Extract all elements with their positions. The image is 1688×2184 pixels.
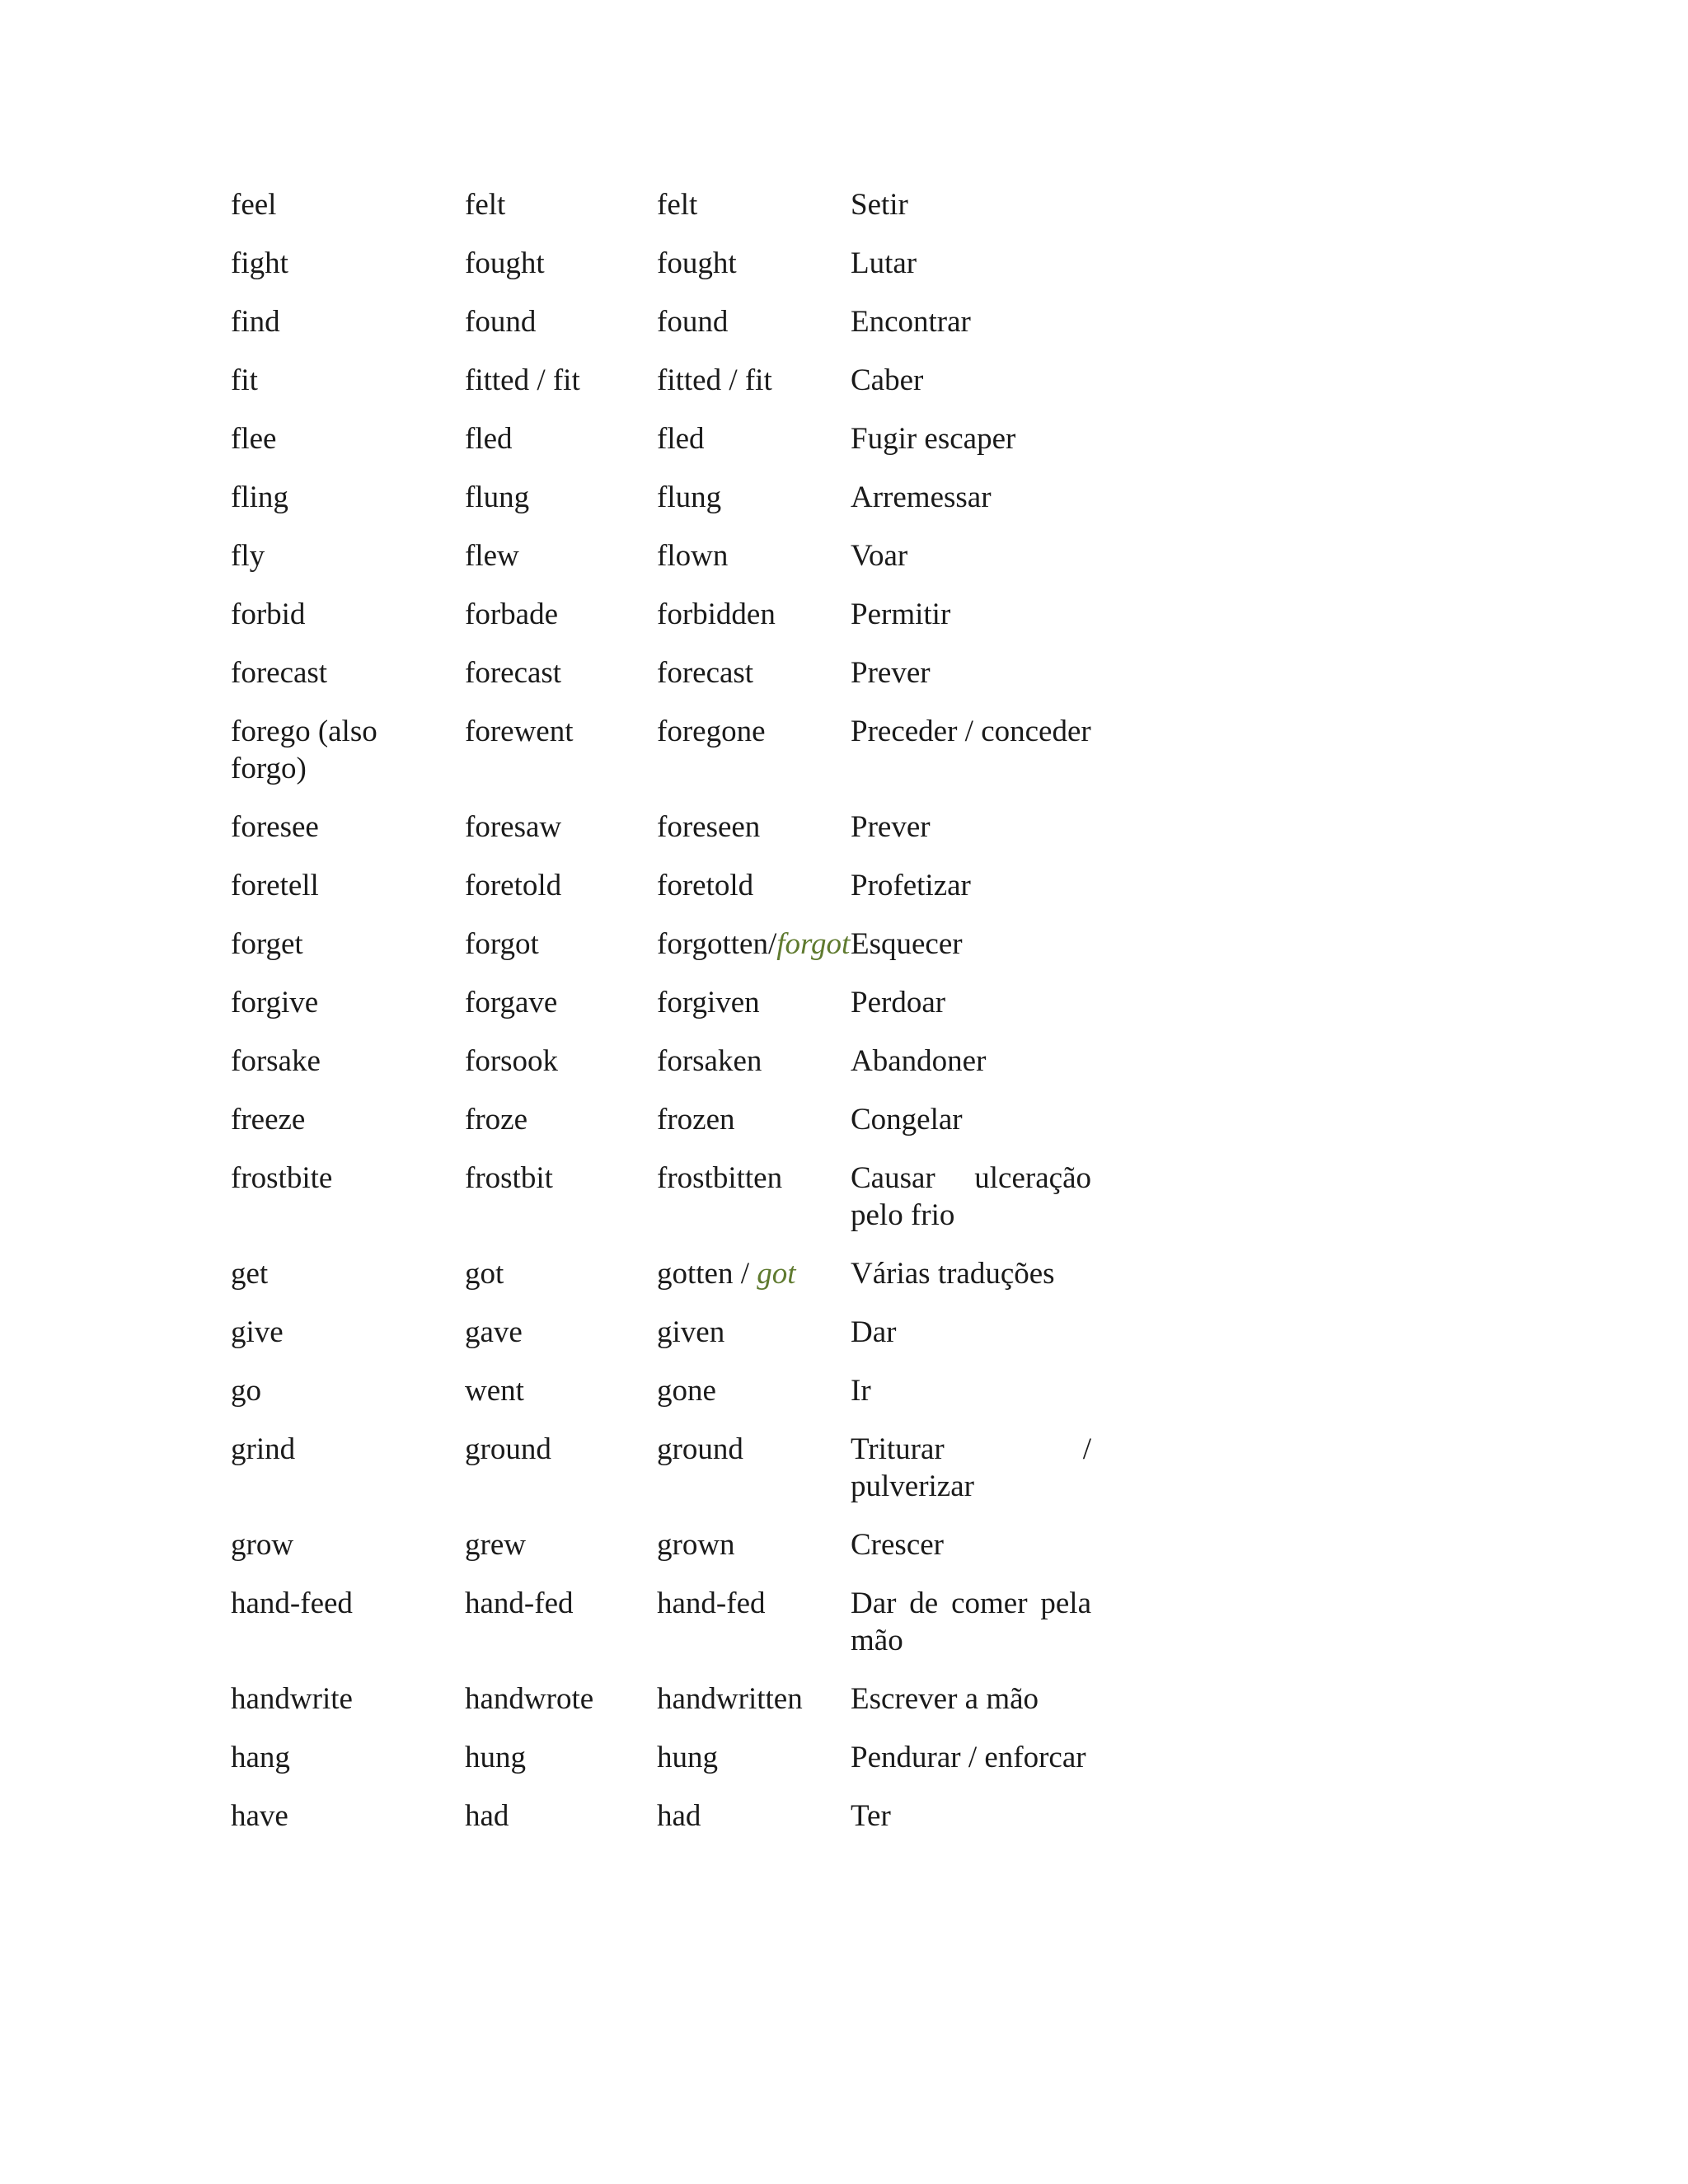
past-participle-cell-text: flown xyxy=(657,539,729,573)
verb-row xyxy=(231,303,1096,362)
base-form-cell-text: forgive xyxy=(231,986,319,1019)
translation-cell xyxy=(851,537,1096,596)
translation-cell xyxy=(851,1314,1096,1372)
verb-row xyxy=(231,1160,1096,1255)
base-form-cell-text: forego (also forgo) xyxy=(231,715,377,785)
translation-cell-text: Preceder / conceder xyxy=(851,715,1091,748)
base-form-cell xyxy=(231,1255,465,1314)
translation-cell-text: Setir xyxy=(851,188,908,222)
past-participle-cell-text: had xyxy=(657,1799,701,1833)
translation-cell-text: Várias traduções xyxy=(851,1257,1055,1291)
base-form-cell-text: find xyxy=(231,305,280,339)
verb-row xyxy=(231,1680,1096,1739)
base-form-cell-text: grow xyxy=(231,1528,294,1562)
simple-past-cell-text: had xyxy=(465,1799,509,1833)
past-participle-cell xyxy=(657,654,851,713)
translation-cell-text: Ir xyxy=(851,1374,871,1408)
past-participle-cell-text: foreseen xyxy=(657,810,761,844)
simple-past-cell xyxy=(465,984,657,1043)
base-form-cell xyxy=(231,479,465,537)
translation-cell-text: Abandoner xyxy=(851,1044,987,1078)
past-participle-cell-text: felt xyxy=(657,188,698,222)
verb-row xyxy=(231,867,1096,926)
simple-past-cell-text: fled xyxy=(465,422,513,456)
simple-past-cell xyxy=(465,186,657,245)
base-form-cell xyxy=(231,1585,465,1680)
past-participle-cell-text: hand-fed xyxy=(657,1586,766,1620)
base-form-cell xyxy=(231,245,465,303)
simple-past-cell xyxy=(465,713,657,808)
translation-cell xyxy=(851,926,1096,984)
simple-past-cell-text: flew xyxy=(465,539,519,573)
past-participle-cell xyxy=(657,1043,851,1101)
verb-row xyxy=(231,1797,1096,1856)
base-form-cell-text: forsake xyxy=(231,1044,321,1078)
past-participle-cell xyxy=(657,926,851,984)
past-participle-cell xyxy=(657,1101,851,1160)
simple-past-cell xyxy=(465,1314,657,1372)
past-participle-cell-text: fled xyxy=(657,422,705,456)
base-form-cell xyxy=(231,1314,465,1372)
simple-past-cell-text: forbade xyxy=(465,598,558,631)
simple-past-cell-text: forsook xyxy=(465,1044,559,1078)
simple-past-cell-text: foresaw xyxy=(465,810,562,844)
base-form-cell-text: foretell xyxy=(231,869,319,902)
base-form-cell-text: flee xyxy=(231,422,277,456)
past-participle-cell xyxy=(657,1797,851,1856)
past-participle-cell xyxy=(657,1160,851,1255)
translation-cell-text: Crescer xyxy=(851,1528,944,1562)
simple-past-cell-text: fitted / fit xyxy=(465,363,580,397)
simple-past-cell-text: went xyxy=(465,1374,524,1408)
verb-table-body xyxy=(231,186,1096,1856)
translation-cell xyxy=(851,245,1096,303)
translation-cell xyxy=(851,654,1096,713)
past-participle-cell-text: foregone xyxy=(657,715,766,748)
base-form-cell xyxy=(231,1680,465,1739)
simple-past-cell-text: got xyxy=(465,1257,504,1291)
base-form-cell-text: freeze xyxy=(231,1103,306,1137)
past-participle-cell xyxy=(657,362,851,420)
past-participle-cell-text: forsaken xyxy=(657,1044,762,1078)
translation-cell xyxy=(851,1680,1096,1739)
simple-past-cell xyxy=(465,654,657,713)
simple-past-cell xyxy=(465,808,657,867)
translation-cell-text: Causar ulceração pelo frio xyxy=(851,1161,1091,1232)
translation-cell-text: Dar xyxy=(851,1315,897,1349)
translation-cell xyxy=(851,867,1096,926)
translation-cell-text: Pendurar / enforcar xyxy=(851,1741,1086,1774)
base-form-cell-text: have xyxy=(231,1799,288,1833)
translation-cell-text: Congelar xyxy=(851,1103,963,1137)
translation-cell-text: Esquecer xyxy=(851,927,963,961)
translation-cell-text: Ter xyxy=(851,1799,891,1833)
translation-cell xyxy=(851,1431,1096,1526)
base-form-cell xyxy=(231,362,465,420)
simple-past-cell xyxy=(465,1739,657,1797)
translation-cell xyxy=(851,1255,1096,1314)
past-participle-cell xyxy=(657,808,851,867)
translation-cell xyxy=(851,1372,1096,1431)
verb-row xyxy=(231,1739,1096,1797)
simple-past-cell xyxy=(465,1526,657,1585)
past-participle-cell xyxy=(657,867,851,926)
verb-row xyxy=(231,984,1096,1043)
past-participle-cell xyxy=(657,713,851,808)
base-form-cell-text: hand-feed xyxy=(231,1586,353,1620)
translation-cell xyxy=(851,984,1096,1043)
translation-cell xyxy=(851,186,1096,245)
translation-cell-text: Encontrar xyxy=(851,305,971,339)
simple-past-cell xyxy=(465,1043,657,1101)
verb-row xyxy=(231,1431,1096,1526)
base-form-cell-text: handwrite xyxy=(231,1682,353,1716)
irregular-verbs-table xyxy=(231,186,1096,1856)
simple-past-cell xyxy=(465,479,657,537)
translation-cell xyxy=(851,303,1096,362)
past-participle-cell xyxy=(657,186,851,245)
simple-past-cell-text: forewent xyxy=(465,715,574,748)
past-participle-cell-text: fitted / fit xyxy=(657,363,772,397)
participle-alternative: got xyxy=(757,1257,796,1291)
simple-past-cell xyxy=(465,1431,657,1526)
past-participle-cell xyxy=(657,1585,851,1680)
translation-cell-text: Voar xyxy=(851,539,908,573)
simple-past-cell xyxy=(465,926,657,984)
past-participle-cell-text: foretold xyxy=(657,869,754,902)
translation-cell xyxy=(851,1526,1096,1585)
base-form-cell-text: feel xyxy=(231,188,277,222)
past-participle-cell-text: frostbitten xyxy=(657,1161,783,1195)
base-form-cell xyxy=(231,713,465,808)
base-form-cell xyxy=(231,596,465,654)
base-form-cell-text: grind xyxy=(231,1432,296,1466)
simple-past-cell-text: frostbit xyxy=(465,1161,553,1195)
simple-past-cell-text: forgave xyxy=(465,986,558,1019)
base-form-cell-text: forget xyxy=(231,927,303,961)
base-form-cell-text: get xyxy=(231,1257,269,1291)
participle-separator: / xyxy=(733,1257,757,1291)
verb-row xyxy=(231,1372,1096,1431)
base-form-cell xyxy=(231,808,465,867)
base-form-cell-text: frostbite xyxy=(231,1161,333,1195)
translation-cell-text: Lutar xyxy=(851,246,917,280)
simple-past-cell xyxy=(465,245,657,303)
past-participle-cell-text: forecast xyxy=(657,656,754,690)
simple-past-cell-text: froze xyxy=(465,1103,528,1137)
simple-past-cell xyxy=(465,537,657,596)
translation-cell-text: Fugir escaper xyxy=(851,422,1016,456)
base-form-cell xyxy=(231,984,465,1043)
base-form-cell-text: fling xyxy=(231,480,288,514)
translation-cell-text: Caber xyxy=(851,363,924,397)
translation-cell xyxy=(851,713,1096,808)
base-form-cell xyxy=(231,926,465,984)
simple-past-cell-text: forgot xyxy=(465,927,539,961)
base-form-cell xyxy=(231,1431,465,1526)
base-form-cell-text: fight xyxy=(231,246,288,280)
simple-past-cell xyxy=(465,1101,657,1160)
translation-cell-text: Prever xyxy=(851,810,931,844)
base-form-cell xyxy=(231,303,465,362)
translation-cell xyxy=(851,1160,1096,1255)
simple-past-cell xyxy=(465,1680,657,1739)
past-participle-cell xyxy=(657,1255,851,1314)
base-form-cell-text: forecast xyxy=(231,656,328,690)
verb-row xyxy=(231,1526,1096,1585)
verb-row xyxy=(231,596,1096,654)
translation-cell xyxy=(851,808,1096,867)
past-participle-cell xyxy=(657,1372,851,1431)
verb-row xyxy=(231,1101,1096,1160)
base-form-cell-text: fit xyxy=(231,363,258,397)
translation-cell-text: Arremessar xyxy=(851,480,992,514)
verb-row xyxy=(231,537,1096,596)
base-form-cell-text: hang xyxy=(231,1741,290,1774)
translation-cell-text: Permitir xyxy=(851,598,951,631)
past-participle-cell-text: forgiven xyxy=(657,986,760,1019)
past-participle-cell xyxy=(657,479,851,537)
verb-row xyxy=(231,926,1096,984)
past-participle-cell-text: hung xyxy=(657,1741,718,1774)
translation-cell xyxy=(851,479,1096,537)
past-participle-cell-text: handwritten xyxy=(657,1682,803,1716)
translation-cell-text: Prever xyxy=(851,656,931,690)
simple-past-cell xyxy=(465,1797,657,1856)
base-form-cell-text: give xyxy=(231,1315,284,1349)
base-form-cell xyxy=(231,1043,465,1101)
translation-cell-text: Dar de comer pela mão xyxy=(851,1586,1091,1657)
translation-cell xyxy=(851,1101,1096,1160)
base-form-cell xyxy=(231,867,465,926)
verb-row xyxy=(231,420,1096,479)
simple-past-cell-text: felt xyxy=(465,188,506,222)
translation-cell-text: Triturar / pulverizar xyxy=(851,1432,1091,1503)
translation-cell-text: Profetizar xyxy=(851,869,971,902)
past-participle-cell xyxy=(657,1739,851,1797)
simple-past-cell-text: fought xyxy=(465,246,545,280)
verb-row xyxy=(231,479,1096,537)
translation-cell xyxy=(851,420,1096,479)
past-participle-cell xyxy=(657,303,851,362)
verb-row xyxy=(231,362,1096,420)
simple-past-cell xyxy=(465,1255,657,1314)
simple-past-cell-text: flung xyxy=(465,480,530,514)
simple-past-cell xyxy=(465,1372,657,1431)
base-form-cell xyxy=(231,1160,465,1255)
simple-past-cell-text: ground xyxy=(465,1432,551,1466)
translation-cell xyxy=(851,1797,1096,1856)
base-form-cell xyxy=(231,654,465,713)
simple-past-cell-text: forecast xyxy=(465,656,562,690)
translation-cell xyxy=(851,1043,1096,1101)
simple-past-cell xyxy=(465,1160,657,1255)
base-form-cell-text: foresee xyxy=(231,810,319,844)
simple-past-cell xyxy=(465,303,657,362)
past-participle-cell xyxy=(657,596,851,654)
simple-past-cell xyxy=(465,1585,657,1680)
base-form-cell xyxy=(231,186,465,245)
past-participle-cell-text: flung xyxy=(657,480,722,514)
verb-row xyxy=(231,1043,1096,1101)
verb-row xyxy=(231,1255,1096,1314)
translation-cell xyxy=(851,1585,1096,1680)
translation-cell xyxy=(851,596,1096,654)
past-participle-cell-text: forgotten xyxy=(657,927,768,961)
past-participle-cell xyxy=(657,420,851,479)
base-form-cell xyxy=(231,420,465,479)
past-participle-cell-text: given xyxy=(657,1315,725,1349)
verb-row xyxy=(231,713,1096,808)
past-participle-cell-text: grown xyxy=(657,1528,735,1562)
past-participle-cell-text: gone xyxy=(657,1374,716,1408)
verb-row xyxy=(231,808,1096,867)
past-participle-cell xyxy=(657,1526,851,1585)
verb-row xyxy=(231,245,1096,303)
base-form-cell xyxy=(231,1372,465,1431)
past-participle-cell xyxy=(657,1431,851,1526)
simple-past-cell-text: hand-fed xyxy=(465,1586,574,1620)
base-form-cell xyxy=(231,1526,465,1585)
participle-alternative: forgot xyxy=(776,927,851,961)
base-form-cell xyxy=(231,1797,465,1856)
simple-past-cell-text: gave xyxy=(465,1315,523,1349)
base-form-cell-text: go xyxy=(231,1374,261,1408)
simple-past-cell-text: grew xyxy=(465,1528,526,1562)
past-participle-cell-text: gotten xyxy=(657,1257,734,1291)
translation-cell-text: Escrever a mão xyxy=(851,1682,1039,1716)
simple-past-cell xyxy=(465,420,657,479)
simple-past-cell-text: handwrote xyxy=(465,1682,594,1716)
simple-past-cell xyxy=(465,596,657,654)
base-form-cell-text: forbid xyxy=(231,598,306,631)
verb-row xyxy=(231,654,1096,713)
verb-row xyxy=(231,186,1096,245)
verb-row xyxy=(231,1314,1096,1372)
simple-past-cell-text: hung xyxy=(465,1741,526,1774)
translation-cell xyxy=(851,362,1096,420)
verb-row xyxy=(231,1585,1096,1680)
simple-past-cell-text: found xyxy=(465,305,537,339)
translation-cell-text: Perdoar xyxy=(851,986,946,1019)
participle-separator: / xyxy=(767,927,777,961)
past-participle-cell-text: ground xyxy=(657,1432,743,1466)
base-form-cell xyxy=(231,1739,465,1797)
past-participle-cell xyxy=(657,245,851,303)
past-participle-cell-text: fought xyxy=(657,246,737,280)
base-form-cell xyxy=(231,537,465,596)
simple-past-cell-text: foretold xyxy=(465,869,562,902)
past-participle-cell xyxy=(657,1314,851,1372)
past-participle-cell xyxy=(657,984,851,1043)
past-participle-cell xyxy=(657,1680,851,1739)
translation-cell xyxy=(851,1739,1096,1797)
base-form-cell-text: fly xyxy=(231,539,265,573)
past-participle-cell-text: forbidden xyxy=(657,598,776,631)
simple-past-cell xyxy=(465,362,657,420)
past-participle-cell-text: frozen xyxy=(657,1103,735,1137)
past-participle-cell xyxy=(657,537,851,596)
simple-past-cell xyxy=(465,867,657,926)
base-form-cell xyxy=(231,1101,465,1160)
past-participle-cell-text: found xyxy=(657,305,729,339)
